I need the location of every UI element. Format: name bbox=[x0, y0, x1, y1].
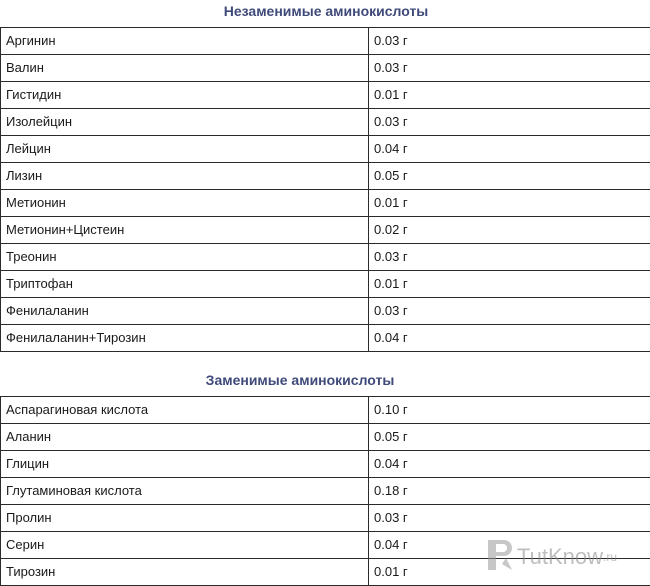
table-row bbox=[1, 109, 650, 136]
amino-acid-amount: 0.04 г bbox=[369, 325, 650, 352]
table-row bbox=[1, 28, 650, 55]
amino-acid-amount: 0.03 г bbox=[369, 28, 650, 55]
amino-acid-name: Изолейцин bbox=[1, 109, 369, 136]
table-row bbox=[1, 190, 650, 217]
amino-acid-amount: 0.01 г bbox=[369, 559, 650, 586]
amino-acid-name: Лейцин bbox=[1, 136, 369, 163]
amino-acid-name: Фенилаланин+Тирозин bbox=[1, 325, 369, 352]
amino-acid-name: Аргинин bbox=[1, 28, 369, 55]
table-row bbox=[1, 55, 650, 82]
table-row bbox=[1, 424, 650, 451]
amino-acid-amount: 0.01 г bbox=[369, 190, 650, 217]
table-row bbox=[1, 136, 650, 163]
amino-acid-name: Метионин+Цистеин bbox=[1, 217, 369, 244]
table-row bbox=[1, 451, 650, 478]
table-row bbox=[1, 478, 650, 505]
amino-acid-amount: 0.04 г bbox=[369, 136, 650, 163]
amino-acid-amount: 0.18 г bbox=[369, 478, 650, 505]
amino-acid-name: Аспарагиновая кислота bbox=[1, 397, 369, 424]
nonessential-amino-acids-title: Заменимые аминокислоты bbox=[40, 372, 560, 388]
amino-acid-name: Треонин bbox=[1, 244, 369, 271]
table-row bbox=[1, 82, 650, 109]
table-row bbox=[1, 325, 650, 352]
table-row bbox=[1, 244, 650, 271]
amino-acid-amount: 0.01 г bbox=[369, 82, 650, 109]
amino-acid-name: Метионин bbox=[1, 190, 369, 217]
amino-acid-amount: 0.10 г bbox=[369, 397, 650, 424]
table-row bbox=[1, 505, 650, 532]
amino-acid-amount: 0.02 г bbox=[369, 217, 650, 244]
amino-acid-name: Тирозин bbox=[1, 559, 369, 586]
amino-acid-amount: 0.03 г bbox=[369, 109, 650, 136]
amino-acid-amount: 0.03 г bbox=[369, 244, 650, 271]
amino-acid-amount: 0.05 г bbox=[369, 424, 650, 451]
amino-acid-amount: 0.03 г bbox=[369, 505, 650, 532]
amino-acid-name: Аланин bbox=[1, 424, 369, 451]
table-row bbox=[1, 271, 650, 298]
watermark-brand: TutKnow bbox=[517, 544, 603, 570]
amino-acid-amount: 0.03 г bbox=[369, 298, 650, 325]
amino-acid-name: Фенилаланин bbox=[1, 298, 369, 325]
amino-acid-name: Валин bbox=[1, 55, 369, 82]
amino-acid-name: Триптофан bbox=[1, 271, 369, 298]
amino-acid-name: Глицин bbox=[1, 451, 369, 478]
amino-acid-amount: 0.04 г bbox=[369, 532, 650, 559]
watermark-domain: .ru bbox=[603, 550, 617, 564]
amino-acid-name: Гистидин bbox=[1, 82, 369, 109]
tutknow-logo-icon bbox=[484, 538, 514, 577]
amino-acid-amount: 0.05 г bbox=[369, 163, 650, 190]
table-row bbox=[1, 217, 650, 244]
table-row bbox=[1, 397, 650, 424]
amino-acid-name: Лизин bbox=[1, 163, 369, 190]
essential-amino-acids-title: Незаменимые аминокислоты bbox=[66, 3, 586, 19]
amino-acid-amount: 0.03 г bbox=[369, 55, 650, 82]
amino-acid-name: Пролин bbox=[1, 505, 369, 532]
amino-acid-name: Глутаминовая кислота bbox=[1, 478, 369, 505]
table-row bbox=[1, 298, 650, 325]
tutknow-watermark bbox=[484, 535, 650, 579]
amino-acid-name: Серин bbox=[1, 532, 369, 559]
amino-acid-amount: 0.01 г bbox=[369, 271, 650, 298]
table-row bbox=[1, 163, 650, 190]
essential-table-body bbox=[1, 28, 650, 352]
essential-amino-acids-table bbox=[0, 27, 650, 352]
amino-acid-amount: 0.04 г bbox=[369, 451, 650, 478]
